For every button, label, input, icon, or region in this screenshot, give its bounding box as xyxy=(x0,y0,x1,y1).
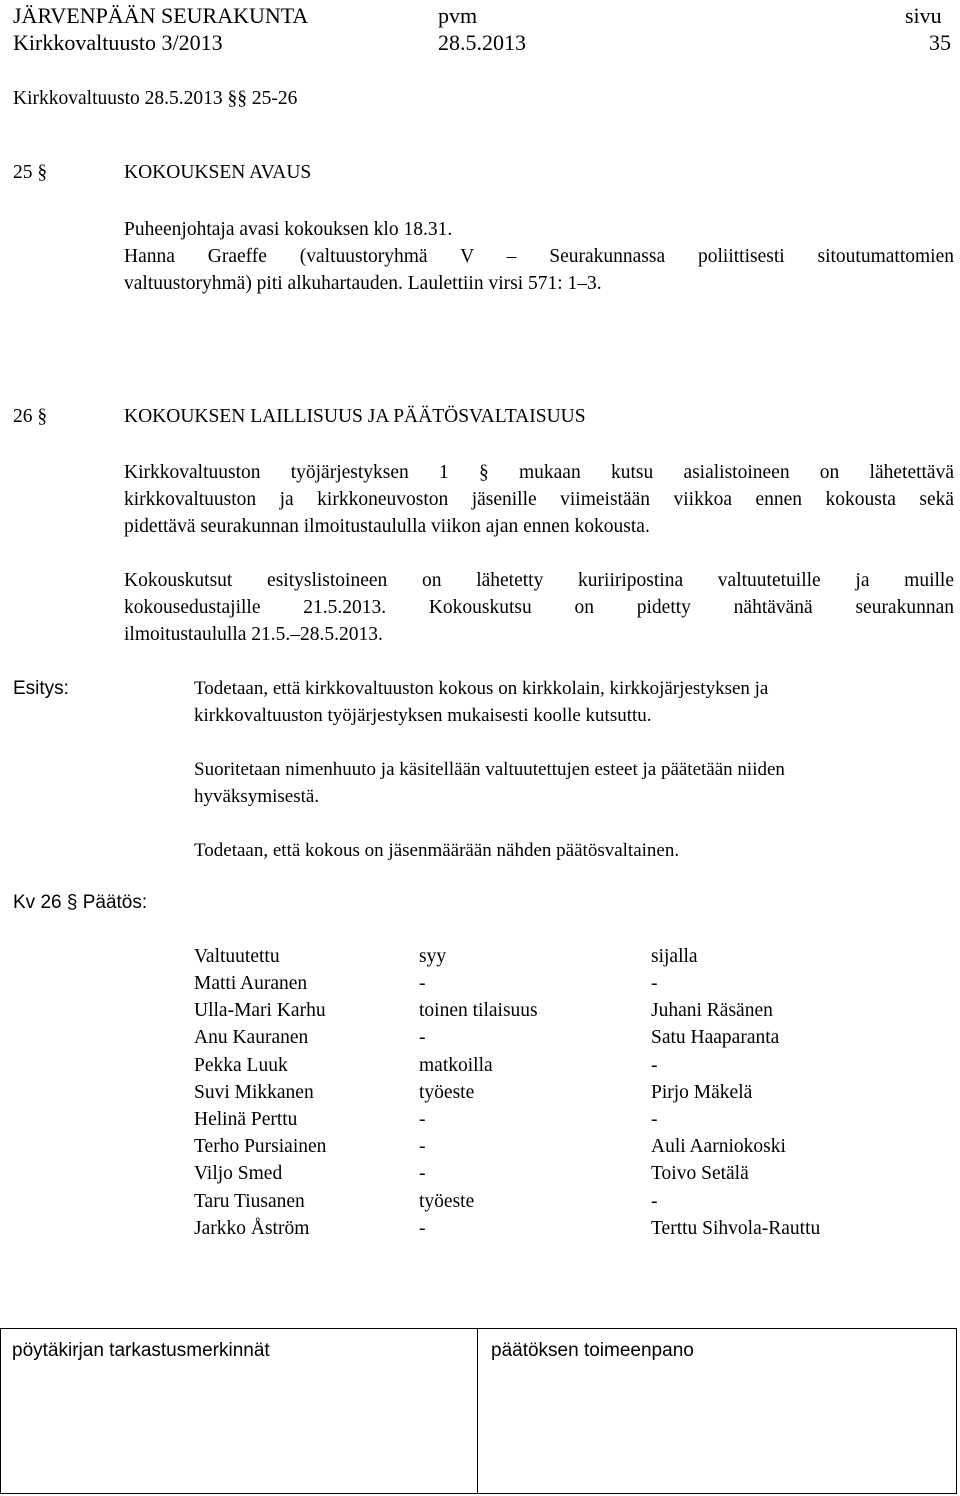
section-26-title: KOKOUKSEN LAILLISUUS JA PÄÄTÖSVALTAISUUS xyxy=(124,406,586,427)
section-26-p2-line-1: Kokouskutsut esityslistoineen on lähetetty kuriiripostina valtuutetuille ja muille xyxy=(124,570,954,591)
table-cell-reason: - xyxy=(419,1109,426,1130)
table-header-substitute: sijalla xyxy=(651,946,698,967)
table-header-reason: syy xyxy=(419,946,447,967)
table-cell-reason: - xyxy=(419,1163,426,1184)
table-cell-reason: - xyxy=(419,973,426,994)
table-cell-reason: matkoilla xyxy=(419,1055,493,1076)
section-26-number: 26 § xyxy=(13,406,48,427)
table-cell-name: Taru Tiusanen xyxy=(194,1191,305,1212)
table-cell-reason: toinen tilaisuus xyxy=(419,1000,538,1021)
esitys-2-line-1: Suoritetaan nimenhuuto ja käsitellään valtuutettujen esteet ja päätetään niiden xyxy=(194,759,785,780)
table-cell-reason: - xyxy=(419,1027,426,1048)
table-cell-substitute: Terttu Sihvola-Rauttu xyxy=(651,1218,821,1239)
table-cell-name: Terho Pursiainen xyxy=(194,1136,327,1157)
footer-left-label: pöytäkirjan tarkastusmerkinnät xyxy=(12,1340,270,1361)
section-25-number: 25 § xyxy=(13,162,48,183)
table-cell-reason: työeste xyxy=(419,1191,475,1212)
date-label: pvm xyxy=(438,3,478,28)
table-cell-reason: - xyxy=(419,1218,426,1239)
esitys-3-line-1: Todetaan, että kokous on jäsenmäärään nähden päätösvaltainen. xyxy=(194,840,680,861)
esitys-label: Esitys: xyxy=(13,678,69,699)
section-26-p1-line-2: kirkkovaltuuston ja kirkkoneuvoston jäsenille viimeistään viikkoa ennen kokousta sekä xyxy=(124,489,954,510)
table-cell-substitute: Satu Haaparanta xyxy=(651,1027,780,1048)
table-cell-name: Matti Auranen xyxy=(194,973,308,994)
esitys-2-line-2: hyväksymisestä. xyxy=(194,786,320,807)
table-cell-reason: työeste xyxy=(419,1082,475,1103)
table-cell-substitute: Pirjo Mäkelä xyxy=(651,1082,753,1103)
table-cell-substitute: Juhani Räsänen xyxy=(651,1000,773,1021)
section-26-p2-line-2: kokousedustajille 21.5.2013. Kokouskutsu on pidetty nähtävänä seurakunnan xyxy=(124,597,954,618)
section-25-line-3: valtuustoryhmä) piti alkuhartauden. Laulettiin virsi 571: 1–3. xyxy=(124,273,602,294)
org-name: JÄRVENPÄÄN SEURAKUNTA xyxy=(13,3,309,28)
table-cell-substitute: Toivo Setälä xyxy=(651,1163,749,1184)
table-header-name: Valtuutettu xyxy=(194,946,280,967)
meeting-name: Kirkkovaltuusto 3/2013 xyxy=(13,30,223,55)
section-25-line-2: Hanna Graeffe (valtuustoryhmä V – Seurakunnassa poliittisesti sitoutumattomien xyxy=(124,246,954,267)
meeting-date: 28.5.2013 xyxy=(438,30,526,55)
table-cell-name: Anu Kauranen xyxy=(194,1027,309,1048)
table-cell-name: Viljo Smed xyxy=(194,1163,283,1184)
table-cell-reason: - xyxy=(419,1136,426,1157)
section-26-p1-line-3: pidettävä seurakunnan ilmoitustaululla viikon ajan ennen kokousta. xyxy=(124,516,650,537)
footer-right-label: päätöksen toimeenpano xyxy=(491,1340,694,1361)
table-cell-substitute: - xyxy=(651,1109,658,1130)
esitys-1-line-1: Todetaan, että kirkkovaltuuston kokous on kirkkolain, kirkkojärjestyksen ja xyxy=(194,678,769,699)
table-cell-name: Helinä Perttu xyxy=(194,1109,298,1130)
table-cell-name: Ulla-Mari Karhu xyxy=(194,1000,326,1021)
table-cell-substitute: - xyxy=(651,1191,658,1212)
table-cell-substitute: - xyxy=(651,973,658,994)
page-label: sivu xyxy=(905,3,942,28)
table-cell-name: Jarkko Åström xyxy=(194,1218,310,1239)
section-26-p1-line-1: Kirkkovaltuuston työjärjestyksen 1 § mukaan kutsu asialistoineen on lähetettävä xyxy=(124,462,954,483)
table-cell-substitute: - xyxy=(651,1055,658,1076)
footer-divider xyxy=(477,1328,478,1494)
section-26-p2-line-3: ilmoitustaululla 21.5.–28.5.2013. xyxy=(124,624,383,645)
table-cell-name: Pekka Luuk xyxy=(194,1055,288,1076)
section-25-line-1: Puheenjohtaja avasi kokouksen klo 18.31. xyxy=(124,219,453,240)
page-number: 35 xyxy=(929,30,951,55)
table-cell-name: Suvi Mikkanen xyxy=(194,1082,314,1103)
intro-line: Kirkkovaltuusto 28.5.2013 §§ 25-26 xyxy=(13,88,298,109)
table-cell-substitute: Auli Aarniokoski xyxy=(651,1136,786,1157)
paatos-label: Kv 26 § Päätös: xyxy=(13,892,148,913)
section-25-title: KOKOUKSEN AVAUS xyxy=(124,162,312,183)
esitys-1-line-2: kirkkovaltuuston työjärjestyksen mukaisesti koolle kutsuttu. xyxy=(194,705,652,726)
